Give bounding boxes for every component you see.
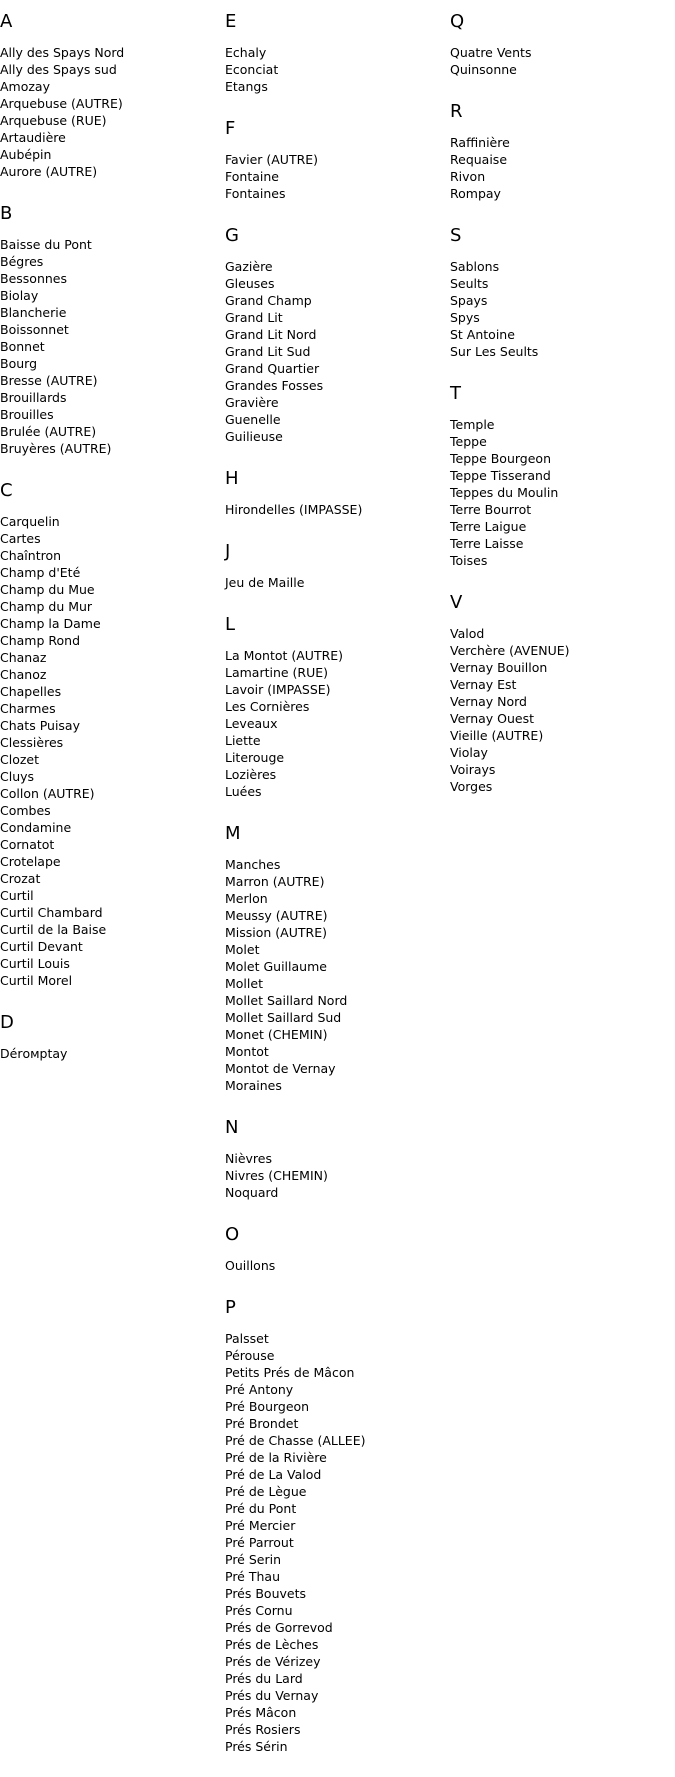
- place-name-item: Hirondelles (IMPASSE): [225, 502, 363, 517]
- place-name-item: Artaudière: [0, 130, 66, 145]
- place-name-item: Prés Rosiers: [225, 1722, 301, 1737]
- section-letter-heading: O: [225, 1224, 240, 1245]
- place-name-item: Merlon: [225, 891, 268, 906]
- place-name-item: Les Cornières: [225, 699, 310, 714]
- place-name-item: Echaly: [225, 45, 267, 60]
- place-name-item: Prés du Vernay: [225, 1688, 319, 1703]
- place-name-item: Vorges: [450, 779, 493, 794]
- place-name-item: Econciat: [225, 62, 279, 77]
- place-name-list: [0, 513, 215, 989]
- place-name-item: Clozet: [0, 752, 40, 767]
- letter-section-l: [225, 613, 440, 800]
- place-name-item: Montot: [225, 1044, 269, 1059]
- place-name-item: Quinsonne: [450, 62, 517, 77]
- place-name-item: Luées: [225, 784, 262, 799]
- place-name-item: Amozay: [0, 79, 50, 94]
- index-column-1: [0, 10, 215, 1084]
- place-name-item: Vernay Nord: [450, 694, 527, 709]
- place-name-item: Grand Champ: [225, 293, 312, 308]
- place-name-item: Prés Sérin: [225, 1739, 288, 1754]
- section-letter-heading: H: [225, 468, 239, 489]
- place-name-item: Pré Brondet: [225, 1416, 299, 1431]
- place-name-item: Rompay: [450, 186, 501, 201]
- letter-section-n: [225, 1116, 440, 1201]
- section-letter-heading: S: [450, 225, 462, 246]
- place-name-item: Raffinière: [450, 135, 510, 150]
- place-name-item: Cornatot: [0, 837, 55, 852]
- place-name-item: Chanoz: [0, 667, 47, 682]
- letter-section-a: [0, 10, 215, 180]
- letter-section-q: [450, 10, 665, 78]
- section-letter-heading: F: [225, 118, 236, 139]
- place-name-item: Bonnet: [0, 339, 45, 354]
- place-name-item: Aurore (AUTRE): [0, 164, 98, 179]
- place-name-item: Quatre Vents: [450, 45, 532, 60]
- place-name-item: Vernay Ouest: [450, 711, 535, 726]
- place-name-list: [0, 236, 215, 457]
- place-name-item: Chats Puisay: [0, 718, 80, 733]
- place-name-list: [450, 625, 665, 795]
- section-letter-heading: E: [225, 11, 237, 32]
- place-name-item: Rivon: [450, 169, 486, 184]
- place-name-item: Etangs: [225, 79, 268, 94]
- place-name-list: [450, 258, 665, 360]
- place-name-item: Bruyères (AUTRE): [0, 441, 112, 456]
- place-name-item: Curtil de la Baise: [0, 922, 107, 937]
- place-name-item: Collon (AUTRE): [0, 786, 95, 801]
- place-name-item: Vernay Est: [450, 677, 517, 692]
- place-name-item: Pré Antony: [225, 1382, 294, 1397]
- place-name-item: Mission (AUTRE): [225, 925, 327, 940]
- place-name-item: Teppe Bourgeon: [450, 451, 551, 466]
- place-name-item: Literouge: [225, 750, 285, 765]
- letter-section-s: [450, 224, 665, 360]
- place-name-list: [0, 44, 215, 180]
- section-letter-heading: N: [225, 1117, 239, 1138]
- index-column-2: [225, 10, 440, 1777]
- section-letter-heading: Q: [450, 11, 465, 32]
- place-name-item: Lamartine (RUE): [225, 665, 329, 680]
- place-name-item: Carquelin: [0, 514, 60, 529]
- place-name-item: Noquard: [225, 1185, 279, 1200]
- place-name-item: Champ Rond: [0, 633, 81, 648]
- letter-section-d: [0, 1011, 215, 1062]
- place-name-list: [225, 856, 440, 1094]
- place-name-list: [225, 44, 440, 95]
- place-name-item: Pré Parrout: [225, 1535, 294, 1550]
- place-name-item: Teppe: [450, 434, 487, 449]
- place-name-item: Bessonnes: [0, 271, 67, 286]
- place-name-item: Pré du Pont: [225, 1501, 297, 1516]
- place-name-item: Cluys: [0, 769, 35, 784]
- place-name-item: Teppe Tisserand: [450, 468, 551, 483]
- place-name-item: Prés Mâcon: [225, 1705, 297, 1720]
- letter-section-m: [225, 822, 440, 1094]
- place-name-list: [225, 1150, 440, 1201]
- place-name-item: Prés Cornu: [225, 1603, 293, 1618]
- place-name-item: Condamine: [0, 820, 72, 835]
- place-name-item: Pré Thau: [225, 1569, 280, 1584]
- place-name-item: Pré Mercier: [225, 1518, 296, 1533]
- place-name-item: Violay: [450, 745, 488, 760]
- place-name-item: Moraines: [225, 1078, 282, 1093]
- place-name-item: Toises: [450, 553, 488, 568]
- place-name-item: Marron (AUTRE): [225, 874, 325, 889]
- place-name-item: Nivres (CHEMIN): [225, 1168, 328, 1183]
- place-name-item: Blancherie: [0, 305, 67, 320]
- section-letter-heading: R: [450, 101, 463, 122]
- place-name-item: Pré de Chasse (ALLEE): [225, 1433, 366, 1448]
- place-name-item: Curtil Chambard: [0, 905, 103, 920]
- place-name-item: Prés de Lèches: [225, 1637, 319, 1652]
- letter-section-o: [225, 1223, 440, 1274]
- place-name-item: Brouillards: [0, 390, 67, 405]
- place-name-item: Grand Lit Sud: [225, 344, 311, 359]
- place-name-list: [225, 1257, 440, 1274]
- place-name-item: Grandes Fosses: [225, 378, 324, 393]
- place-name-item: Curtil Louis: [0, 956, 70, 971]
- place-name-item: Crozat: [0, 871, 41, 886]
- place-name-item: Guilieuse: [225, 429, 283, 444]
- place-name-item: Guenelle: [225, 412, 281, 427]
- place-name-item: Requaise: [450, 152, 508, 167]
- place-name-item: Pré Serin: [225, 1552, 282, 1567]
- place-name-list: [0, 1045, 215, 1062]
- place-name-item: Curtil Devant: [0, 939, 83, 954]
- letter-section-h: [225, 467, 440, 518]
- section-letter-heading: C: [0, 480, 13, 501]
- letter-section-r: [450, 100, 665, 202]
- place-name-list: [450, 134, 665, 202]
- place-name-item: Liette: [225, 733, 261, 748]
- letter-section-v: [450, 591, 665, 795]
- place-name-item: Prés du Lard: [225, 1671, 303, 1686]
- place-name-item: Sablons: [450, 259, 500, 274]
- place-name-item: Teppes du Moulin: [450, 485, 559, 500]
- place-name-item: Manches: [225, 857, 281, 872]
- place-name-list: [225, 501, 440, 518]
- place-name-item: Charmes: [0, 701, 56, 716]
- place-name-item: Combes: [0, 803, 51, 818]
- place-name-list: [450, 416, 665, 569]
- section-letter-heading: V: [450, 592, 463, 613]
- place-name-item: Gravière: [225, 395, 279, 410]
- letter-section-e: [225, 10, 440, 95]
- section-letter-heading: A: [0, 11, 13, 32]
- letter-section-p: [225, 1296, 440, 1755]
- place-name-item: Terre Bourrot: [450, 502, 532, 517]
- place-name-item: Pré de La Valod: [225, 1467, 322, 1482]
- place-name-item: Seults: [450, 276, 489, 291]
- place-name-item: Gleuses: [225, 276, 275, 291]
- place-name-item: Bourg: [0, 356, 37, 371]
- place-name-list: [450, 44, 665, 78]
- place-name-item: Champ d'Eté: [0, 565, 81, 580]
- place-name-item: Ally des Spays sud: [0, 62, 117, 77]
- place-name-item: La Montot (AUTRE): [225, 648, 344, 663]
- letter-section-g: [225, 224, 440, 445]
- place-name-item: Chanaz: [0, 650, 47, 665]
- place-name-item: Leveaux: [225, 716, 278, 731]
- place-name-item: Pré de la Rivière: [225, 1450, 327, 1465]
- section-letter-heading: B: [0, 203, 13, 224]
- place-name-item: Pré Bourgeon: [225, 1399, 310, 1414]
- place-name-item: St Antoine: [450, 327, 515, 342]
- place-name-item: Sur Les Seults: [450, 344, 539, 359]
- place-name-item: Ouillons: [225, 1258, 276, 1273]
- place-name-item: Curtil Morel: [0, 973, 73, 988]
- place-name-item: Boissonnet: [0, 322, 69, 337]
- place-name-item: Lavoir (IMPASSE): [225, 682, 331, 697]
- place-name-item: Temple: [450, 417, 495, 432]
- place-name-item: Voirays: [450, 762, 496, 777]
- place-name-item: Spys: [450, 310, 480, 325]
- section-letter-heading: G: [225, 225, 239, 246]
- place-name-item: Molet: [225, 942, 260, 957]
- place-name-item: Curtil: [0, 888, 34, 903]
- place-name-item: Grand Quartier: [225, 361, 320, 376]
- place-name-item: Prés de Vérizey: [225, 1654, 321, 1669]
- place-name-item: Cartes: [0, 531, 41, 546]
- place-name-item: Champ la Dame: [0, 616, 101, 631]
- place-name-item: Mollet Saillard Nord: [225, 993, 348, 1008]
- place-name-item: Ally des Spays Nord: [0, 45, 125, 60]
- place-name-item: Fontaines: [225, 186, 286, 201]
- place-name-item: Prés de Gorrevod: [225, 1620, 333, 1635]
- letter-section-b: [0, 202, 215, 457]
- letter-section-t: [450, 382, 665, 569]
- place-name-item: Arquebuse (AUTRE): [0, 96, 123, 111]
- place-name-item: Meussy (AUTRE): [225, 908, 328, 923]
- place-name-item: Terre Laigue: [450, 519, 527, 534]
- place-name-list: [225, 151, 440, 202]
- place-name-item: Clessières: [0, 735, 64, 750]
- place-name-item: Crotelape: [0, 854, 61, 869]
- place-name-item: Dérомptay: [0, 1046, 68, 1061]
- place-name-item: Jeu de Maille: [225, 575, 305, 590]
- place-name-list: [225, 647, 440, 800]
- place-name-item: Champ du Mue: [0, 582, 95, 597]
- place-name-item: Palsset: [225, 1331, 269, 1346]
- letter-section-c: [0, 479, 215, 989]
- place-name-item: Grand Lit: [225, 310, 283, 325]
- place-name-item: Vieille (AUTRE): [450, 728, 544, 743]
- place-name-item: Terre Laisse: [450, 536, 524, 551]
- place-name-item: Chaîntron: [0, 548, 62, 563]
- place-name-item: Brulée (AUTRE): [0, 424, 97, 439]
- place-name-item: Baisse du Pont: [0, 237, 92, 252]
- section-letter-heading: D: [0, 1012, 14, 1033]
- place-name-item: Petits Prés de Mâcon: [225, 1365, 355, 1380]
- place-name-item: Grand Lit Nord: [225, 327, 317, 342]
- place-name-list: [225, 574, 440, 591]
- section-letter-heading: J: [225, 541, 231, 562]
- place-name-list: [225, 258, 440, 445]
- section-letter-heading: L: [225, 614, 236, 635]
- place-name-item: Vernay Bouillon: [450, 660, 548, 675]
- section-letter-heading: P: [225, 1297, 236, 1318]
- place-name-item: Brouilles: [0, 407, 54, 422]
- place-name-item: Arquebuse (RUE): [0, 113, 107, 128]
- place-name-item: Nièvres: [225, 1151, 272, 1166]
- index-column-3: [450, 10, 665, 817]
- section-letter-heading: T: [450, 383, 461, 404]
- place-name-item: Lozières: [225, 767, 277, 782]
- section-letter-heading: M: [225, 823, 241, 844]
- place-name-item: Pré de Lègue: [225, 1484, 307, 1499]
- place-name-item: Biolay: [0, 288, 39, 303]
- place-name-item: Verchère (AVENUE): [450, 643, 570, 658]
- place-name-item: Aubépin: [0, 147, 52, 162]
- place-name-item: Valod: [450, 626, 485, 641]
- place-name-item: Favier (AUTRE): [225, 152, 319, 167]
- place-name-item: Spays: [450, 293, 488, 308]
- letter-section-j: [225, 540, 440, 591]
- place-name-item: Montot de Vernay: [225, 1061, 336, 1076]
- place-name-item: Prés Bouvets: [225, 1586, 307, 1601]
- place-name-item: Gazière: [225, 259, 273, 274]
- place-name-item: Monet (CHEMIN): [225, 1027, 328, 1042]
- place-name-item: Molet Guillaume: [225, 959, 327, 974]
- place-name-item: Pérouse: [225, 1348, 275, 1363]
- place-name-item: Bégres: [0, 254, 44, 269]
- place-name-list: [225, 1330, 440, 1755]
- place-name-item: Chapelles: [0, 684, 62, 699]
- letter-section-f: [225, 117, 440, 202]
- place-name-item: Champ du Mur: [0, 599, 93, 614]
- place-name-item: Mollet: [225, 976, 263, 991]
- place-name-item: Mollet Saillard Sud: [225, 1010, 342, 1025]
- place-name-item: Fontaine: [225, 169, 279, 184]
- place-name-item: Bresse (AUTRE): [0, 373, 98, 388]
